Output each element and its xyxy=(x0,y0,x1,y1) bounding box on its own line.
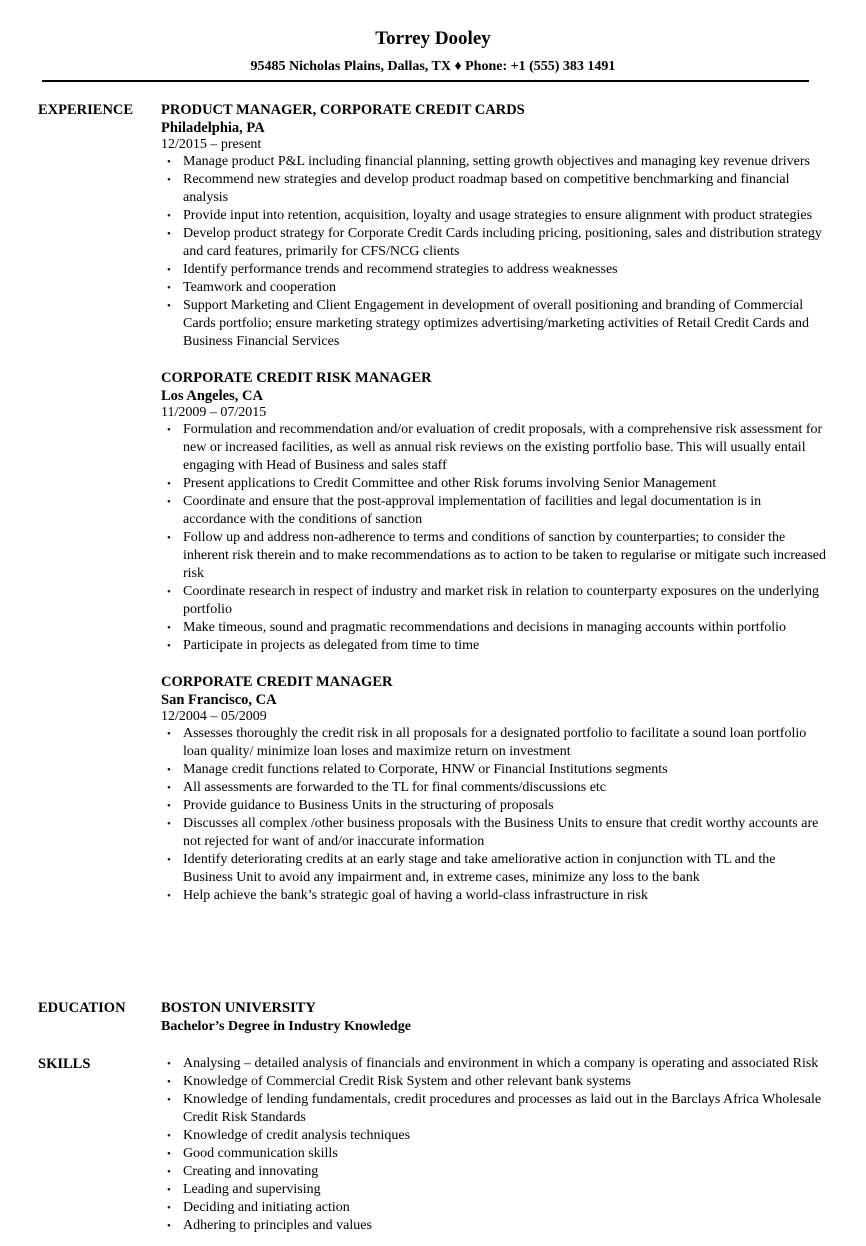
bullet-text: Formulation and recommendation and/or evaluation of credit proposals, with a comprehensive risk assessment for new or increased facilities, as well as annual risk reviews on the existing portfolio base. This will usually entail engaging with Head of Business and sales staff xyxy=(183,422,823,473)
job-title: CORPORATE CREDIT RISK MANAGER xyxy=(161,370,432,386)
skills-list xyxy=(161,1055,826,1235)
bullet-icon: • xyxy=(167,228,171,240)
bullet-text: Identify performance trends and recommend strategies to address weaknesses xyxy=(183,262,618,277)
list-item xyxy=(161,725,826,761)
list-item xyxy=(161,1127,826,1145)
bullet-icon: • xyxy=(167,1058,171,1070)
list-item xyxy=(161,637,826,655)
bullet-text: Assesses thoroughly the credit risk in all proposals for a designated portfolio to facilitate a sound loan portfolio loan quality/ minimize loan loses and maximize return on investment xyxy=(183,726,807,759)
list-item xyxy=(161,421,826,475)
bullet-icon: • xyxy=(167,532,171,544)
list-item xyxy=(161,1217,826,1235)
bullet-icon: • xyxy=(167,818,171,830)
skill-text: Adhering to principles and values xyxy=(183,1218,372,1233)
bullet-icon: • xyxy=(167,174,171,186)
list-item xyxy=(161,529,826,583)
bullet-icon: • xyxy=(167,300,171,312)
bullet-icon: • xyxy=(167,1202,171,1214)
list-item xyxy=(161,1073,826,1091)
bullet-text: Follow up and address non-adherence to terms and conditions of sanction by counterparties; to consider the inherent risk therein and to make recommendations as to action to be taken to regularise or mitigate such increased risk xyxy=(183,530,827,581)
bullet-text: Coordinate and ensure that the post-approval implementation of facilities and legal documentation is in accordance with the conditions of sanction xyxy=(183,494,762,527)
bullet-text: Recommend new strategies and develop product roadmap based on competitive benchmarking and financial analysis xyxy=(183,172,790,205)
job-responsibilities xyxy=(161,153,826,351)
list-item xyxy=(161,475,826,493)
list-item xyxy=(161,1163,826,1181)
experience-list xyxy=(161,101,826,923)
bullet-text: Teamwork and cooperation xyxy=(183,280,336,295)
bullet-text: Provide input into retention, acquisition, loyalty and usage strategies to ensure alignment with product strategies xyxy=(183,208,813,223)
job-location: Philadelphia, PA xyxy=(161,120,265,136)
list-item xyxy=(161,153,826,171)
section-label-education: EDUCATION xyxy=(38,1000,126,1016)
bullet-icon: • xyxy=(167,800,171,812)
bullet-text: Identify deteriorating credits at an early stage and take ameliorative action in conjunction with TL and the Business Unit to avoid any impairment and, in extreme cases, minimize any loss to the bank xyxy=(183,852,776,885)
bullet-text: Present applications to Credit Committee and other Risk forums involving Senior Management xyxy=(183,476,717,491)
job-dates: 12/2004 – 05/2009 xyxy=(161,709,267,724)
bullet-text: Participate in projects as delegated from time to time xyxy=(183,638,480,653)
list-item xyxy=(161,1145,826,1163)
bullet-icon: • xyxy=(167,764,171,776)
bullet-icon: • xyxy=(167,210,171,222)
bullet-icon: • xyxy=(167,854,171,866)
skill-text: Knowledge of Commercial Credit Risk System and other relevant bank systems xyxy=(183,1074,631,1089)
skill-text: Knowledge of lending fundamentals, credit procedures and processes as laid out in the Barclays Africa Wholesale Credit Risk Standards xyxy=(183,1092,822,1125)
list-item xyxy=(161,887,826,905)
bullet-text: Discusses all complex /other business proposals with the Business Units to ensure that credit worthy accounts are not rejected for want of and/or inaccurate information xyxy=(183,816,819,849)
candidate-name: Torrey Dooley xyxy=(375,28,491,49)
skill-text: Creating and innovating xyxy=(183,1164,319,1179)
bullet-icon: • xyxy=(167,478,171,490)
bullet-icon: • xyxy=(167,1220,171,1232)
job-title: CORPORATE CREDIT MANAGER xyxy=(161,674,393,690)
job-responsibilities xyxy=(161,421,826,655)
bullet-icon: • xyxy=(167,282,171,294)
job-entry xyxy=(161,101,826,351)
skill-text: Analysing – detailed analysis of financials and environment in which a company is operating and associated Risk xyxy=(183,1056,819,1071)
list-item xyxy=(161,797,826,815)
bullet-text: Provide guidance to Business Units in the structuring of proposals xyxy=(183,798,554,813)
list-item xyxy=(161,815,826,851)
list-item xyxy=(161,297,826,351)
bullet-icon: • xyxy=(167,1184,171,1196)
bullet-text: Support Marketing and Client Engagement in development of overall positioning and branding of Commercial Cards portfolio; ensure marketing strategy optimizes advertising/marketing activities of Retail Credit Cards and Business Financial Services xyxy=(183,298,809,349)
bullet-icon: • xyxy=(167,496,171,508)
list-item xyxy=(161,779,826,797)
skill-text: Leading and supervising xyxy=(183,1182,321,1197)
job-location: Los Angeles, CA xyxy=(161,388,263,404)
bullet-text: Develop product strategy for Corporate Credit Cards including pricing, positioning, sales and distribution strategy and card features, primarily for CFS/NCG clients xyxy=(183,226,822,259)
list-item xyxy=(161,1055,826,1073)
list-item xyxy=(161,761,826,779)
bullet-text: Manage credit functions related to Corporate, HNW or Financial Institutions segments xyxy=(183,762,668,777)
bullet-icon: • xyxy=(167,264,171,276)
list-item xyxy=(161,279,826,297)
bullet-icon: • xyxy=(167,1076,171,1088)
skill-text: Good communication skills xyxy=(183,1146,338,1161)
contact-line: 95485 Nicholas Plains, Dallas, TX ♦ Phone: +1 (555) 383 1491 xyxy=(250,59,616,74)
list-item xyxy=(161,493,826,529)
list-item xyxy=(161,619,826,637)
job-location: San Francisco, CA xyxy=(161,692,277,708)
list-item xyxy=(161,583,826,619)
bullet-text: Manage product P&L including financial planning, setting growth objectives and managing key revenue drivers xyxy=(183,154,810,169)
list-item xyxy=(161,1181,826,1199)
bullet-icon: • xyxy=(167,622,171,634)
section-label-experience: EXPERIENCE xyxy=(38,102,134,118)
school-name: BOSTON UNIVERSITY xyxy=(161,1000,316,1016)
bullet-text: Help achieve the bank’s strategic goal of having a world-class infrastructure in risk xyxy=(183,888,648,903)
bullet-text: Make timeous, sound and pragmatic recommendations and decisions in managing accounts within portfolio xyxy=(183,620,787,635)
bullet-icon: • xyxy=(167,156,171,168)
job-dates: 12/2015 – present xyxy=(161,137,262,152)
job-entry xyxy=(161,369,826,655)
bullet-icon: • xyxy=(167,1094,171,1106)
bullet-icon: • xyxy=(167,640,171,652)
bullet-icon: • xyxy=(167,782,171,794)
list-item xyxy=(161,171,826,207)
skill-text: Knowledge of credit analysis techniques xyxy=(183,1128,411,1143)
job-entry xyxy=(161,673,826,905)
skill-text: Deciding and initiating action xyxy=(183,1200,350,1215)
header-divider xyxy=(42,80,809,82)
job-responsibilities xyxy=(161,725,826,905)
job-title: PRODUCT MANAGER, CORPORATE CREDIT CARDS xyxy=(161,102,525,118)
list-item xyxy=(161,207,826,225)
degree: Bachelor’s Degree in Industry Knowledge xyxy=(161,1019,411,1034)
bullet-icon: • xyxy=(167,424,171,436)
list-item xyxy=(161,225,826,261)
bullet-icon: • xyxy=(167,1166,171,1178)
resume-header xyxy=(0,0,866,76)
section-label-skills: SKILLS xyxy=(38,1056,91,1072)
list-item xyxy=(161,851,826,887)
bullet-text: Coordinate research in respect of industry and market risk in relation to counterparty exposures on the underlying portfolio xyxy=(183,584,820,617)
list-item xyxy=(161,261,826,279)
skills-entry xyxy=(161,1055,826,1235)
job-dates: 11/2009 – 07/2015 xyxy=(161,405,267,420)
list-item xyxy=(161,1091,826,1127)
bullet-icon: • xyxy=(167,890,171,902)
bullet-icon: • xyxy=(167,728,171,740)
list-item xyxy=(161,1199,826,1217)
bullet-icon: • xyxy=(167,1148,171,1160)
bullet-icon: • xyxy=(167,586,171,598)
bullet-icon: • xyxy=(167,1130,171,1142)
education-entry xyxy=(161,999,826,1037)
bullet-text: All assessments are forwarded to the TL for final comments/discussions etc xyxy=(183,780,607,795)
